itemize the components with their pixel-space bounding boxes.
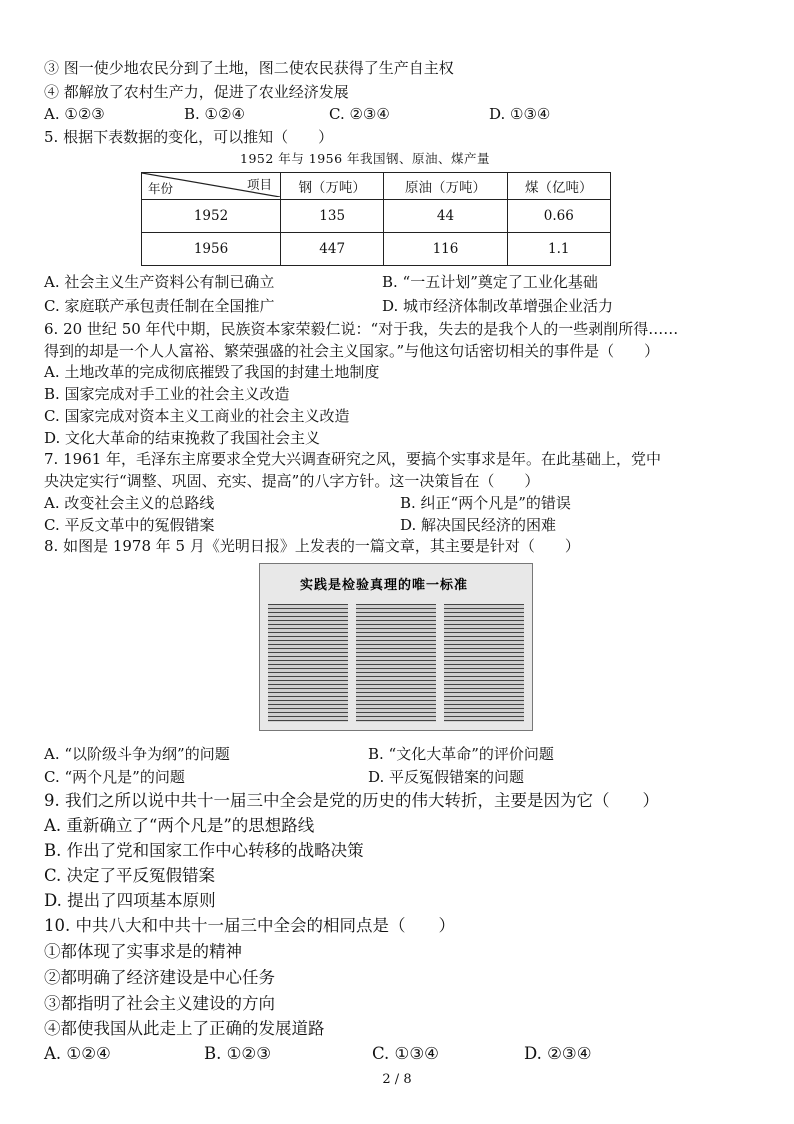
q5-option-c[interactable]: C. 家庭联产承包责任制在全国推广 (44, 297, 275, 315)
q5-col-coal: 煤（亿吨） (507, 173, 610, 200)
q4-option-b[interactable]: B. ①②④ (184, 105, 245, 123)
q5-stem: 5. 根据下表数据的变化，可以推知（ ） (44, 128, 334, 146)
q5-table-corner-cell (142, 173, 281, 200)
q5-header-year: 年份 (148, 181, 174, 196)
q5-row2-coal: 1.1 (507, 233, 610, 266)
q10-option-c[interactable]: C. ①③④ (372, 1044, 439, 1063)
table-row (142, 233, 611, 266)
q6-option-a[interactable]: A. 土地改革的完成彻底摧毁了我国的封建土地制度 (44, 363, 380, 381)
q5-table-title: 1952 年与 1956 年我国钢、原油、煤产量 (240, 151, 491, 166)
newspaper-column (268, 604, 348, 722)
q7-option-c[interactable]: C. 平反文革中的冤假错案 (44, 516, 215, 534)
table-row (142, 200, 611, 233)
q10-option-d[interactable]: D. ②③④ (524, 1044, 592, 1063)
q10-statement-4: ④都使我国从此走上了正确的发展道路 (44, 1019, 325, 1038)
q7-option-b[interactable]: B. 纠正“两个凡是”的错误 (400, 494, 571, 512)
q6-stem-line1: 6. 20 世纪 50 年代中期，民族资本家荣毅仁说：“对于我，失去的是我个人的一些剥削所得…… (44, 320, 679, 338)
q7-stem-line1: 7. 1961 年，毛泽东主席要求全党大兴调查研究之风，要搞个实事求是年。在此基础上，党中 (44, 450, 662, 468)
q4-option-d[interactable]: D. ①③④ (489, 105, 551, 123)
q7-stem-line2: 央决定实行“调整、巩固、充实、提高”的八字方针。这一决策旨在（ ） (44, 472, 540, 490)
q10-option-a[interactable]: A. ①②④ (44, 1044, 111, 1063)
q9-option-a[interactable]: A. 重新确立了“两个凡是”的思想路线 (44, 816, 315, 835)
q8-option-d[interactable]: D. 平反冤假错案的问题 (368, 768, 525, 786)
q9-option-c[interactable]: C. 决定了平反冤假错案 (44, 866, 216, 885)
q8-option-a[interactable]: A. “以阶级斗争为纲”的问题 (44, 745, 230, 763)
q4-option-c[interactable]: C. ②③④ (329, 105, 390, 123)
q8-option-b[interactable]: B. “文化大革命”的评价问题 (368, 745, 554, 763)
q6-option-c[interactable]: C. 国家完成对资本主义工商业的社会主义改造 (44, 407, 350, 425)
q6-option-d[interactable]: D. 文化大革命的结束挽救了我国社会主义 (44, 429, 321, 447)
q6-stem-line2: 得到的却是一个人人富裕、繁荣强盛的社会主义国家。”与他这句话密切相关的事件是（ ） (44, 342, 660, 360)
q5-row2-steel: 447 (281, 233, 384, 266)
q9-option-d[interactable]: D. 提出了四项基本原则 (44, 891, 216, 910)
q10-statement-3: ③都指明了社会主义建设的方向 (44, 994, 275, 1013)
q4-option-a[interactable]: A. ①②③ (44, 105, 105, 123)
q5-option-a[interactable]: A. 社会主义生产资料公有制已确立 (44, 273, 275, 291)
q9-stem: 9. 我们之所以说中共十一届三中全会是党的历史的伟大转折，主要是因为它（ ） (44, 791, 659, 810)
q10-option-b[interactable]: B. ①②③ (204, 1044, 271, 1063)
q5-option-d[interactable]: D. 城市经济体制改革增强企业活力 (382, 297, 614, 315)
q5-row2-oil: 116 (384, 233, 507, 266)
q4-options (44, 105, 744, 123)
q7-option-a[interactable]: A. 改变社会主义的总路线 (44, 494, 215, 512)
q5-col-oil: 原油（万吨） (384, 173, 507, 200)
newspaper-column (356, 604, 436, 722)
q7-option-d[interactable]: D. 解决国民经济的困难 (400, 516, 557, 534)
q10-statement-2: ②都明确了经济建设是中心任务 (44, 968, 275, 987)
newspaper-column (444, 604, 524, 722)
q5-col-steel: 钢（万吨） (281, 173, 384, 200)
q8-stem: 8. 如图是 1978 年 5 月《光明日报》上发表的一篇文章，其主要是针对（ ） (44, 537, 580, 555)
q8-option-c[interactable]: C. “两个凡是”的问题 (44, 768, 185, 786)
q5-table-header-row (142, 173, 611, 200)
page-number: 2 / 8 (382, 1072, 412, 1087)
q5-row1-year: 1952 (142, 200, 281, 233)
q5-row1-steel: 135 (281, 200, 384, 233)
q6-option-b[interactable]: B. 国家完成对手工业的社会主义改造 (44, 385, 290, 403)
q5-option-b[interactable]: B. “一五计划”奠定了工业化基础 (382, 273, 598, 291)
newspaper-headline: 实践是检验真理的唯一标准 (300, 578, 469, 593)
q5-row1-coal: 0.66 (507, 200, 610, 233)
newspaper-clipping-image (259, 563, 533, 731)
q10-statement-1: ①都体现了实事求是的精神 (44, 942, 242, 961)
q4-statement-4: ④ 都解放了农村生产力，促进了农业经济发展 (44, 83, 349, 101)
q9-option-b[interactable]: B. 作出了党和国家工作中心转移的战略决策 (44, 841, 364, 860)
q5-row2-year: 1956 (142, 233, 281, 266)
q5-header-item: 项目 (246, 177, 272, 192)
q10-options (44, 1044, 744, 1063)
q5-row1-oil: 44 (384, 200, 507, 233)
q5-data-table (141, 172, 611, 266)
q4-statement-3: ③ 图一使少地农民分到了土地，图二使农民获得了生产自主权 (44, 59, 454, 77)
q10-stem: 10. 中共八大和中共十一届三中全会的相同点是（ ） (44, 916, 455, 935)
